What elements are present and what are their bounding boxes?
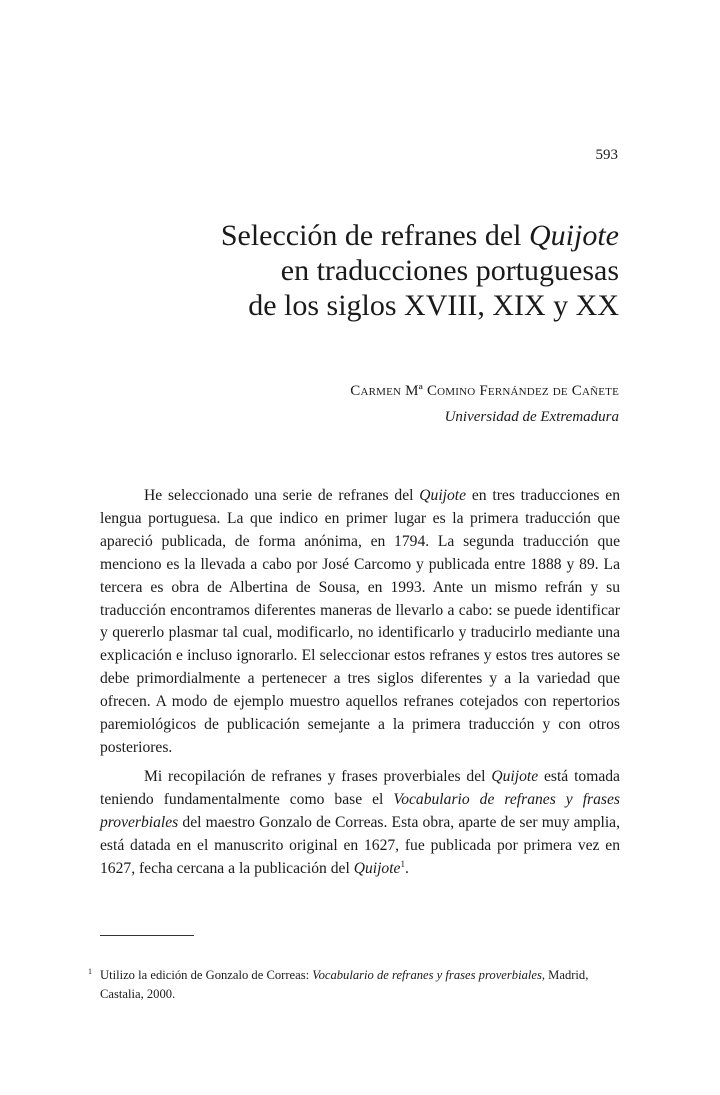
footnote-text-a: Utilizo la edición de Gonzalo de Correas: [100,968,313,982]
author-name: Carmen Mª Comino Fernández de Cañete [350,383,619,399]
article-body [100,485,620,880]
paragraph-2 [100,766,620,881]
paragraph-2-text-b: está tomada teniendo fundamentalmente como base el [100,767,620,808]
title-italic-quijote: Quijote [529,219,619,252]
author-affiliation: Universidad de Extremadura [444,409,619,425]
footnote-text-b: , Madrid, [541,968,589,982]
footnote: 1 Utilizo la edición de Gonzalo de Correas: Vocabulario de refranes y frases proverbiales, Madrid, Castalia, 2000. [88,966,620,1004]
page-number: 593 [595,147,618,163]
paragraph-1-italic-quijote: Quijote [419,487,467,504]
paragraph-1 [100,485,620,760]
title-line-1 [99,218,619,253]
paragraph-2-italic-vocabulario: Vocabulario de refranes y frases proverbiales [100,790,620,831]
footnote-reference[interactable]: 1 [400,858,405,869]
title-line-3: de los siglos XVIII, XIX y XX [248,289,619,322]
title-line-1-text: Selección de refranes del [220,219,529,252]
paragraph-2-text-a: Mi recopilación de refranes y frases proverbiales del [144,767,492,785]
title-line-2: en traducciones portuguesas [280,254,619,287]
footnote-italic-title: Vocabulario de refranes y frases proverbiales [312,968,542,982]
footnote-line-2: Castalia, 2000. [100,987,176,1001]
paragraph-1-text-b: en tres traducciones en lengua portuguesa. La que indico en primer lugar es la primera traducción que apareció publicada, de forma anónima, en 1794. La segunda traducción que menciono es la llevada a cabo por José Carcomo y publicada entre 1888 y 89. La tercera es obra de Albertina de Sousa, en 1993. Ante un mismo refrán y su traducción encontramos diferentes maneras de llevarlo a cabo: se puede identificar y quererlo plasmar tal cual, modificarlo, no identificarlo y traducirlo mediante una explicación e incluso ignorarlo. El seleccionar estos refranes y estos tres autores se debe primordialmente a pertenecer a tres siglos diferentes y a la variedad que ofrecen. A modo de ejemplo muestro aquellos refranes cotejados con repertorios paremiológicos de publicación semejante a la primera traducción y con otros posteriores. [100,487,621,756]
author-block [350,378,619,430]
paragraph-2-italic-quijote: Quijote [491,767,539,785]
paragraph-2-text-d: . [404,859,409,877]
paragraph-2-text-c: del maestro Gonzalo de Correas. Esta obra, aparte de ser muy amplia, está datada en el manuscrito original en 1627, fue publicada por primera vez en 1627, fecha cercana a la publicación del [100,813,620,877]
paragraph-2-italic-quijote-2: Quijote [353,859,401,877]
paragraph-1-text-a: He seleccionado una serie de refranes del [144,487,420,504]
article-title [99,218,619,323]
footnote-divider [100,935,194,936]
